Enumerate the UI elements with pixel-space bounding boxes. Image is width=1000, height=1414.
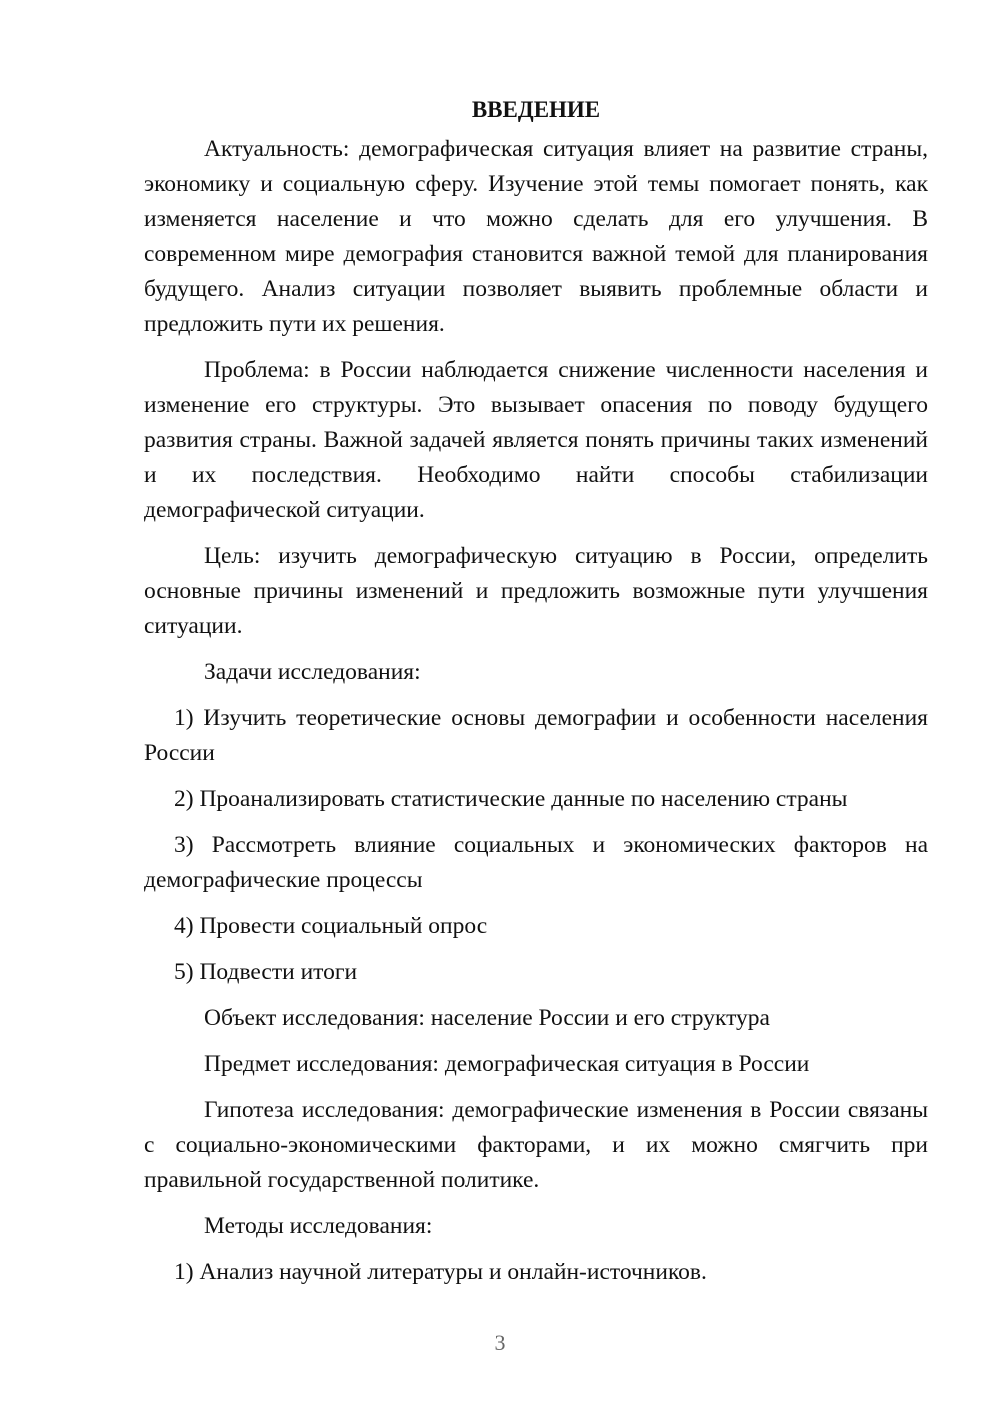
task-item-4: 4) Провести социальный опрос <box>174 913 488 939</box>
paragraph-subject: Предмет исследования: демографическая ситуация в России <box>204 1051 810 1077</box>
section-title: ВВЕДЕНИЕ <box>471 97 601 122</box>
method-item-1: 1) Анализ научной литературы и онлайн-источников. <box>174 1259 707 1285</box>
paragraph-relevance: Актуальность: демографическая ситуация влияет на развитие страны, экономику и социальную сферу. Изучение этой темы помогает понять, как изменяется население и что можно сделать для его улучшения. В современном мире демография становится важной темой для планирования будущего. Анализ ситуации позволяет выявить проблемные области и предложить пути их решения. <box>144 136 928 337</box>
tasks-heading: Задачи исследования: <box>204 659 421 685</box>
task-item-1: 1) Изучить теоретические основы демографии и особенности населения России <box>144 705 928 766</box>
task-item-5: 5) Подвести итоги <box>174 959 358 985</box>
paragraph-problem: Проблема: в России наблюдается снижение численности населения и изменение его структуры. Это вызывает опасения по поводу будущего развития страны. Важной задачей является понять причины таких изменений и их последствия. Необходимо найти способы стабилизации демографической ситуации. <box>144 357 928 523</box>
methods-heading: Методы исследования: <box>204 1213 433 1239</box>
page-number: 3 <box>494 1330 506 1355</box>
paragraph-goal: Цель: изучить демографическую ситуацию в России, определить основные причины изменений и предложить возможные пути улучшения ситуации. <box>144 543 928 639</box>
paragraph-hypothesis: Гипотеза исследования: демографические изменения в России связаны с социально-экономическими факторами, и их можно смягчить при правильной государственной политике. <box>144 1097 928 1193</box>
task-item-2: 2) Проанализировать статистические данные по населению страны <box>174 786 848 812</box>
paragraph-object: Объект исследования: население России и его структура <box>204 1005 770 1031</box>
document-page <box>144 88 928 1301</box>
task-item-3: 3) Рассмотреть влияние социальных и экономических факторов на демографические процессы <box>144 832 928 893</box>
